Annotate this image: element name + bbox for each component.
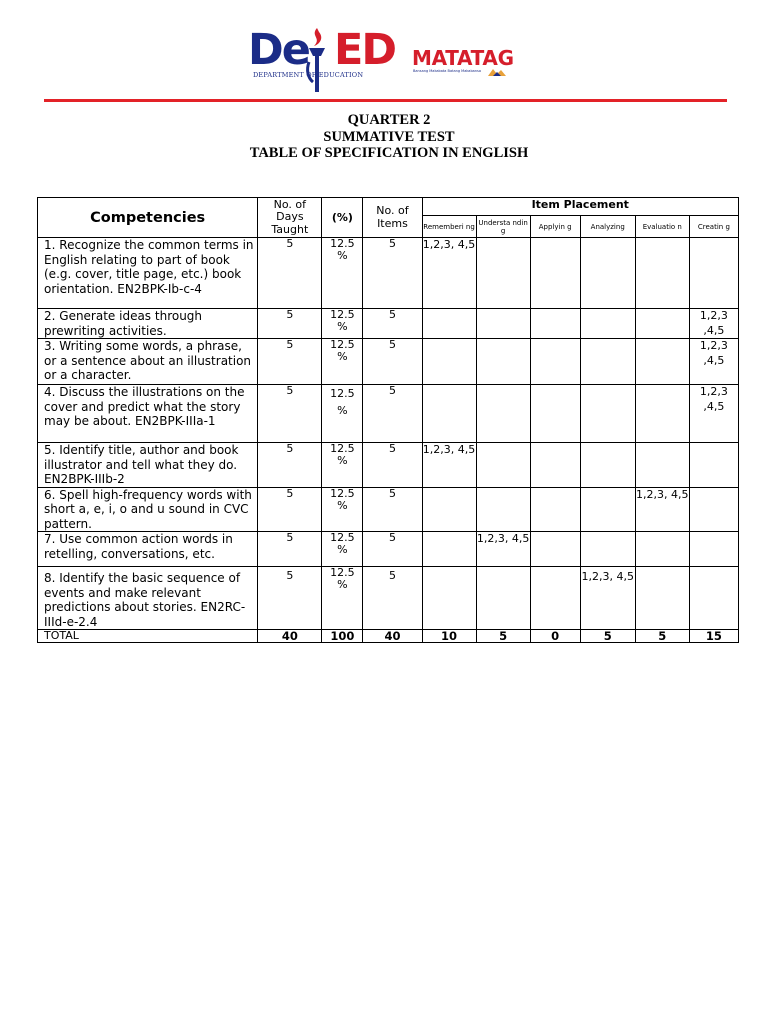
table-row: [38, 385, 739, 443]
placement-remembering: 1,2,3, 4,5: [422, 443, 476, 488]
placement-remembering: [422, 385, 476, 443]
placement-analyzing: [580, 309, 635, 339]
title-test-type: SUMMATIVE TEST: [323, 128, 455, 145]
placement-analyzing: [580, 238, 635, 309]
percent-cell: 12.5 %: [322, 487, 363, 532]
placement-evaluation: [635, 309, 689, 339]
header-logos: De ED DEPARTMENT OF EDUCATION MATATAG Bansang Makabata Batang Makabansa: [248, 18, 548, 88]
placement-applying: [530, 567, 580, 630]
placement-evaluation: 1,2,3, 4,5: [635, 487, 689, 532]
items-cell: 5: [363, 238, 422, 309]
header-competencies: Competencies: [38, 198, 258, 238]
placement-evaluation: [635, 532, 689, 567]
items-cell: 5: [363, 339, 422, 385]
items-cell: 5: [363, 443, 422, 488]
placement-creating: [689, 487, 738, 532]
placement-creating: 1,2,3 ,4,5: [689, 385, 738, 443]
header-row-1: [38, 198, 739, 216]
placement-analyzing: [580, 339, 635, 385]
placement-analyzing: [580, 443, 635, 488]
items-cell: 5: [363, 532, 422, 567]
placement-analyzing: [580, 532, 635, 567]
placement-understanding: [476, 567, 530, 630]
title-quarter: QUARTER 2: [347, 112, 431, 128]
table-row: [38, 532, 739, 567]
competency-cell: 2. Generate ideas through prewriting activities.: [38, 309, 258, 339]
percent-cell: 12.5 %: [322, 309, 363, 339]
matatag-logo: MATATAG: [412, 46, 514, 70]
placement-creating: [689, 443, 738, 488]
total-days: 40: [258, 630, 322, 643]
competency-cell: 5. Identify title, author and book illustrator and tell what they do. EN2BPK-IIIb-2: [38, 443, 258, 488]
percent-cell: 12.5 %: [322, 443, 363, 488]
total-applying: 0: [530, 630, 580, 643]
title-subject: TABLE OF SPECIFICATION IN ENGLISH: [249, 145, 529, 161]
days-cell: 5: [258, 567, 322, 630]
competency-cell: 3. Writing some words, a phrase, or a sentence about an illustration or a character.: [38, 339, 258, 385]
matatag-subtext: Bansang Makabata Batang Makabansa: [413, 69, 481, 73]
placement-remembering: [422, 567, 476, 630]
placement-evaluation: [635, 567, 689, 630]
matatag-mark-icon: [488, 68, 506, 76]
header-divider: [44, 99, 727, 102]
placement-understanding: [476, 309, 530, 339]
total-row: [38, 630, 739, 643]
total-items: 40: [363, 630, 422, 643]
placement-remembering: [422, 532, 476, 567]
competency-cell: 8. Identify the basic sequence of events and make relevant predictions about stories. EN2RC-IIId-e-2.4: [38, 567, 258, 630]
header-understanding: Understa nding: [476, 216, 530, 238]
total-percent: 100: [322, 630, 363, 643]
placement-applying: [530, 309, 580, 339]
table-row: [38, 238, 739, 309]
total-remembering: 10: [422, 630, 476, 643]
days-cell: 5: [258, 309, 322, 339]
placement-understanding: [476, 487, 530, 532]
placement-understanding: 1,2,3, 4,5: [476, 532, 530, 567]
placement-creating: [689, 567, 738, 630]
percent-cell: 12.5 %: [322, 567, 363, 630]
placement-understanding: [476, 238, 530, 309]
header-remembering: Rememberi ng: [422, 216, 476, 238]
days-cell: 5: [258, 339, 322, 385]
header-evaluation: Evaluatio n: [635, 216, 689, 238]
days-cell: 5: [258, 532, 322, 567]
header-no-of-items: No. of Items: [363, 198, 422, 238]
placement-evaluation: [635, 385, 689, 443]
table-row: [38, 309, 739, 339]
placement-creating: [689, 532, 738, 567]
placement-remembering: [422, 309, 476, 339]
header-days-taught: No. of Days Taught: [258, 198, 322, 238]
header-applying: Applyin g: [530, 216, 580, 238]
placement-creating: 1,2,3 ,4,5: [689, 339, 738, 385]
header-creating: Creatin g: [689, 216, 738, 238]
total-understanding: 5: [476, 630, 530, 643]
total-label: TOTAL: [38, 630, 258, 643]
items-cell: 5: [363, 309, 422, 339]
items-cell: 5: [363, 487, 422, 532]
placement-understanding: [476, 385, 530, 443]
placement-creating: 1,2,3 ,4,5: [689, 309, 738, 339]
items-cell: 5: [363, 385, 422, 443]
competency-cell: 4. Discuss the illustrations on the cover and predict what the story may be about. EN2BPK-IIIa-1: [38, 385, 258, 443]
header-percent: (%): [322, 198, 363, 238]
placement-remembering: 1,2,3, 4,5: [422, 238, 476, 309]
placement-analyzing: [580, 487, 635, 532]
placement-understanding: [476, 443, 530, 488]
placement-applying: [530, 443, 580, 488]
placement-applying: [530, 487, 580, 532]
table-row: [38, 487, 739, 532]
percent-cell: 12.5 %: [322, 339, 363, 385]
days-cell: 5: [258, 238, 322, 309]
total-evaluation: 5: [635, 630, 689, 643]
placement-evaluation: [635, 339, 689, 385]
placement-evaluation: [635, 238, 689, 309]
deped-subtext: DEPARTMENT OF EDUCATION: [253, 71, 364, 79]
placement-applying: [530, 385, 580, 443]
placement-applying: [530, 339, 580, 385]
total-creating: 15: [689, 630, 738, 643]
placement-evaluation: [635, 443, 689, 488]
placement-applying: [530, 532, 580, 567]
days-cell: 5: [258, 385, 322, 443]
document-title: [0, 112, 768, 162]
placement-analyzing: [580, 385, 635, 443]
competency-cell: 7. Use common action words in retelling, conversations, etc.: [38, 532, 258, 567]
items-cell: 5: [363, 567, 422, 630]
total-analyzing: 5: [580, 630, 635, 643]
placement-applying: [530, 238, 580, 309]
placement-creating: [689, 238, 738, 309]
placement-remembering: [422, 339, 476, 385]
days-cell: 5: [258, 443, 322, 488]
percent-cell: 12.5 %: [322, 238, 363, 309]
placement-analyzing: 1,2,3, 4,5: [580, 567, 635, 630]
table-row: [38, 567, 739, 630]
days-cell: 5: [258, 487, 322, 532]
percent-cell: 12.5 %: [322, 385, 363, 443]
table-row: [38, 443, 739, 488]
competency-cell: 6. Spell high-frequency words with short a, e, i, o and u sound in CVC pattern.: [38, 487, 258, 532]
competency-cell: 1. Recognize the common terms in English relating to part of book (e.g. cover, title page, etc.) book orientation. EN2BPK-Ib-c-4: [38, 238, 258, 309]
specification-table: [37, 197, 739, 643]
table-row: [38, 339, 739, 385]
percent-cell: 12.5 %: [322, 532, 363, 567]
placement-remembering: [422, 487, 476, 532]
header-analyzing: Analyzing: [580, 216, 635, 238]
placement-understanding: [476, 339, 530, 385]
torch-icon: [304, 26, 330, 96]
header-item-placement: Item Placement: [422, 198, 739, 216]
